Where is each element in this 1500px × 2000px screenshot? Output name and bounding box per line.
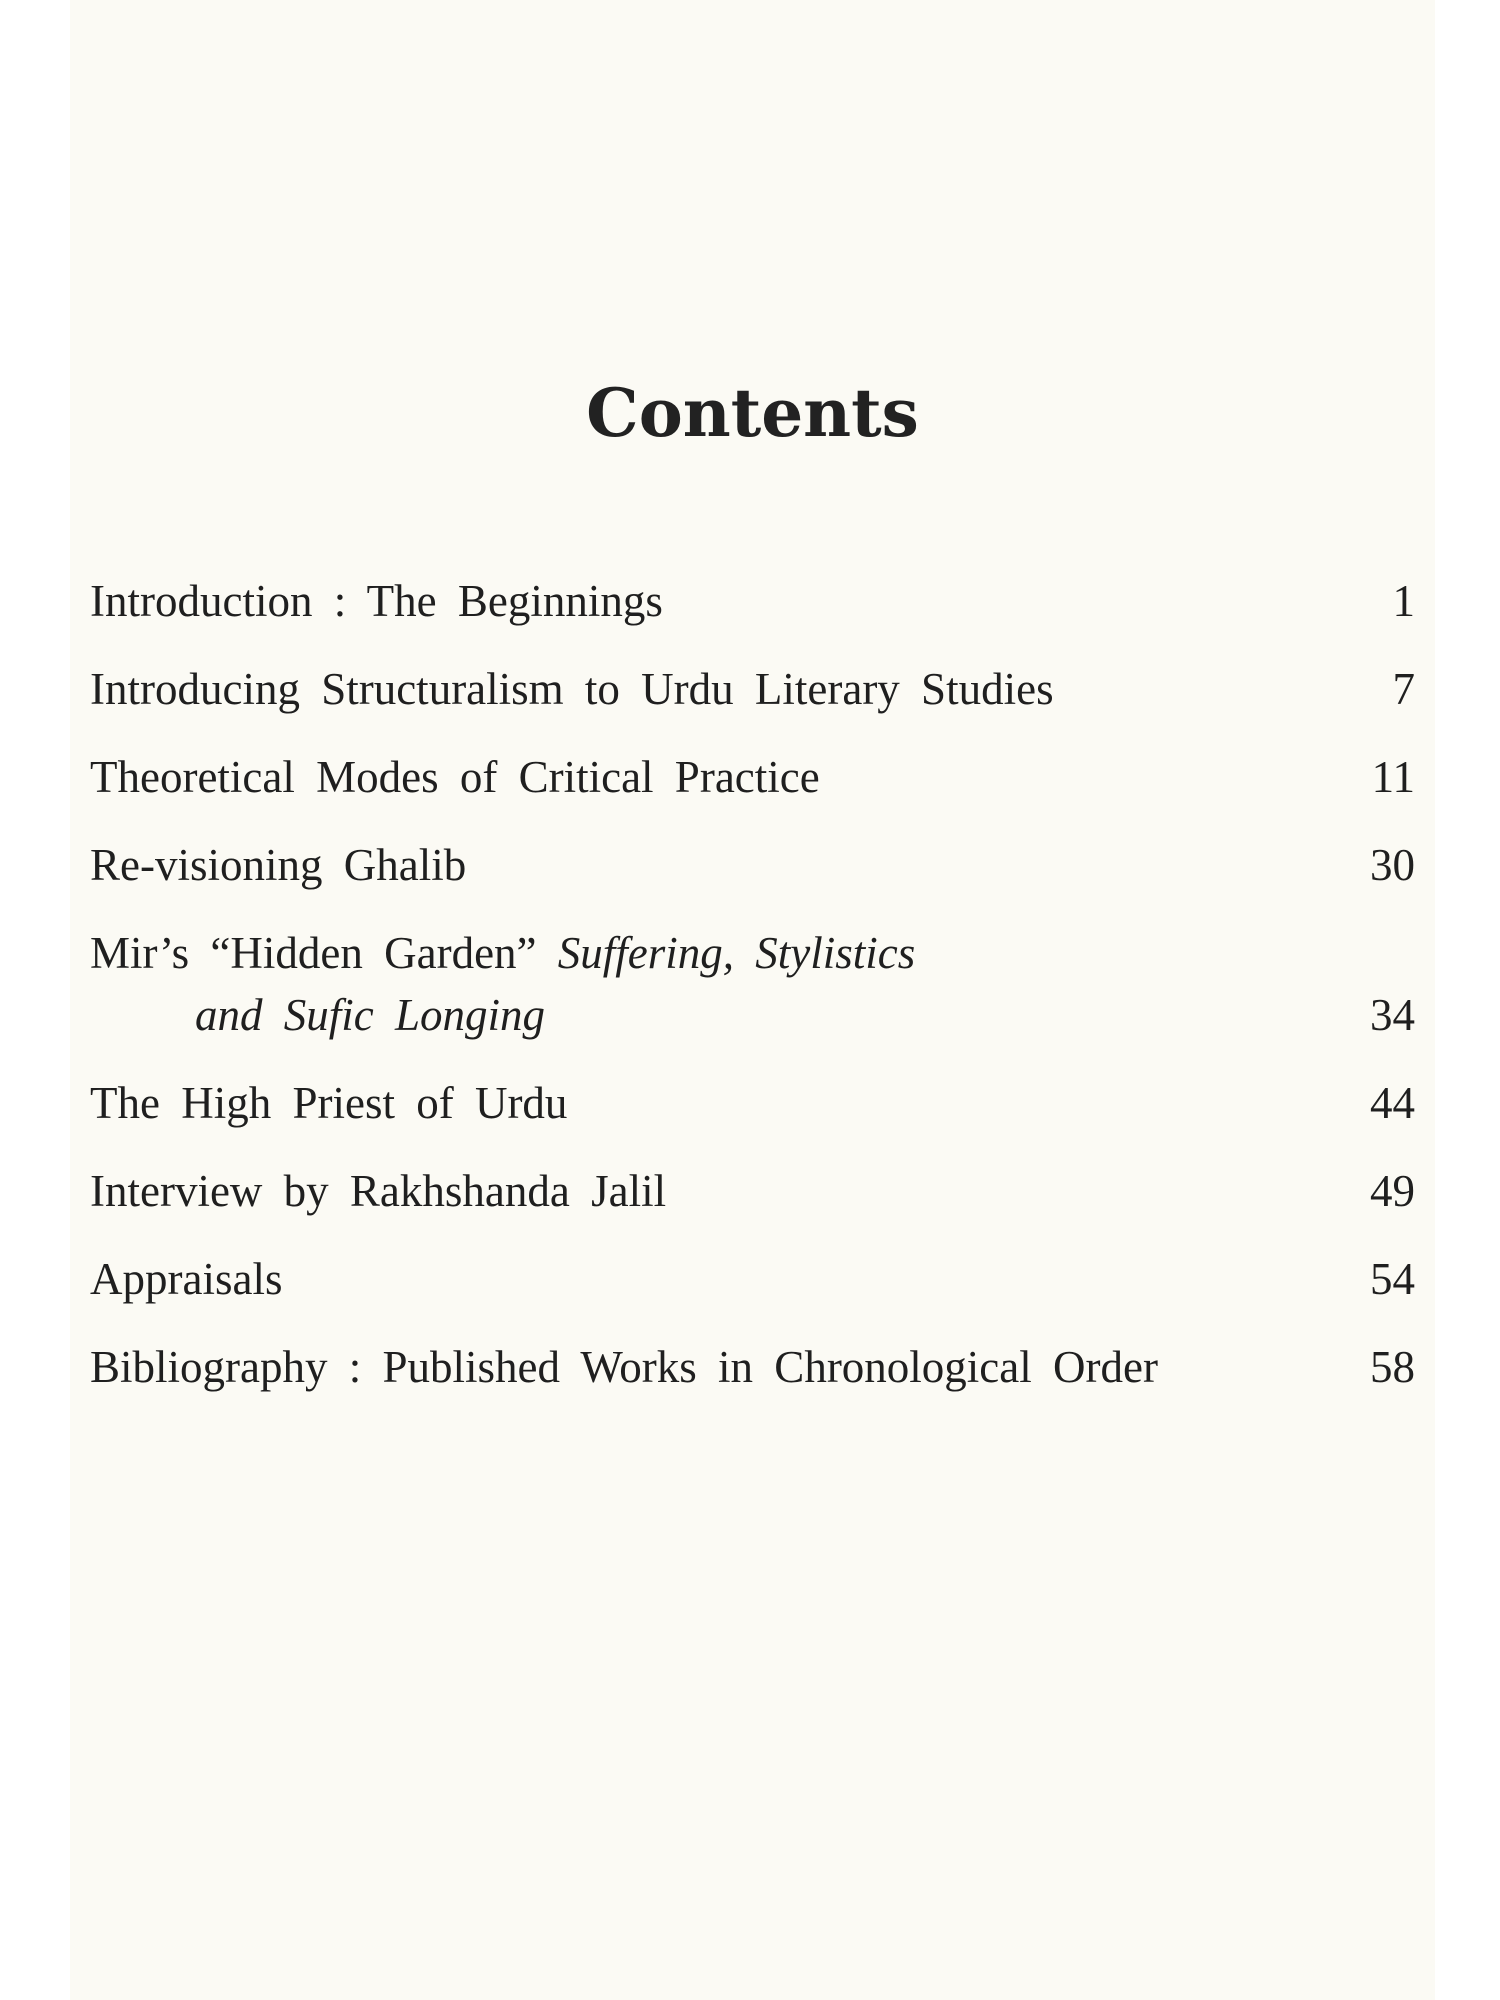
toc-entry-title — [90, 922, 915, 1046]
toc-entry-page: 44 — [1370, 1078, 1415, 1128]
toc-entry-page: 54 — [1370, 1254, 1415, 1304]
toc-entry-page: 7 — [1392, 664, 1415, 714]
toc-entry-structuralism — [90, 658, 1415, 720]
toc-entry-title: Introduction : The Beginnings — [90, 576, 663, 626]
toc-entry-ghalib — [90, 834, 1415, 896]
toc-entry-page: 11 — [1371, 752, 1415, 802]
page-title: Contents — [586, 374, 919, 453]
toc-entry-interview — [90, 1160, 1415, 1222]
toc-entry-mir — [90, 922, 1415, 1046]
toc-entry-title: Introducing Structuralism to Urdu Literary Studies — [90, 664, 1054, 714]
toc-entry-title: Appraisals — [90, 1254, 283, 1304]
toc-entry-page: 34 — [1370, 990, 1415, 1040]
toc-entry-title: Theoretical Modes of Critical Practice — [90, 752, 820, 802]
toc-entry-title: Bibliography : Published Works in Chronological Order — [90, 1342, 1158, 1392]
toc-entry-page: 1 — [1392, 576, 1415, 626]
toc-entry-bibliography — [90, 1336, 1415, 1398]
book-page — [70, 0, 1435, 2000]
toc-entry-title: Interview by Rakhshanda Jalil — [90, 1166, 667, 1216]
toc-entry-title: Re-visioning Ghalib — [90, 840, 467, 890]
toc-entry-title: The High Priest of Urdu — [90, 1078, 568, 1128]
toc-entry-title-italic: Suffering, Stylistics — [557, 928, 916, 978]
toc-entry-introduction — [90, 570, 1415, 632]
toc-entry-title-italic-continued: and Sufic Longing — [195, 990, 546, 1040]
toc-entry-appraisals — [90, 1248, 1415, 1310]
toc-entry-page: 30 — [1370, 840, 1415, 890]
toc-entry-high-priest — [90, 1072, 1415, 1134]
toc-entry-title-plain: Mir’s “Hidden Garden” — [90, 928, 537, 978]
toc-entry-theoretical-modes — [90, 746, 1415, 808]
toc-entry-page: 49 — [1370, 1166, 1415, 1216]
toc-entry-page: 58 — [1370, 1342, 1415, 1392]
